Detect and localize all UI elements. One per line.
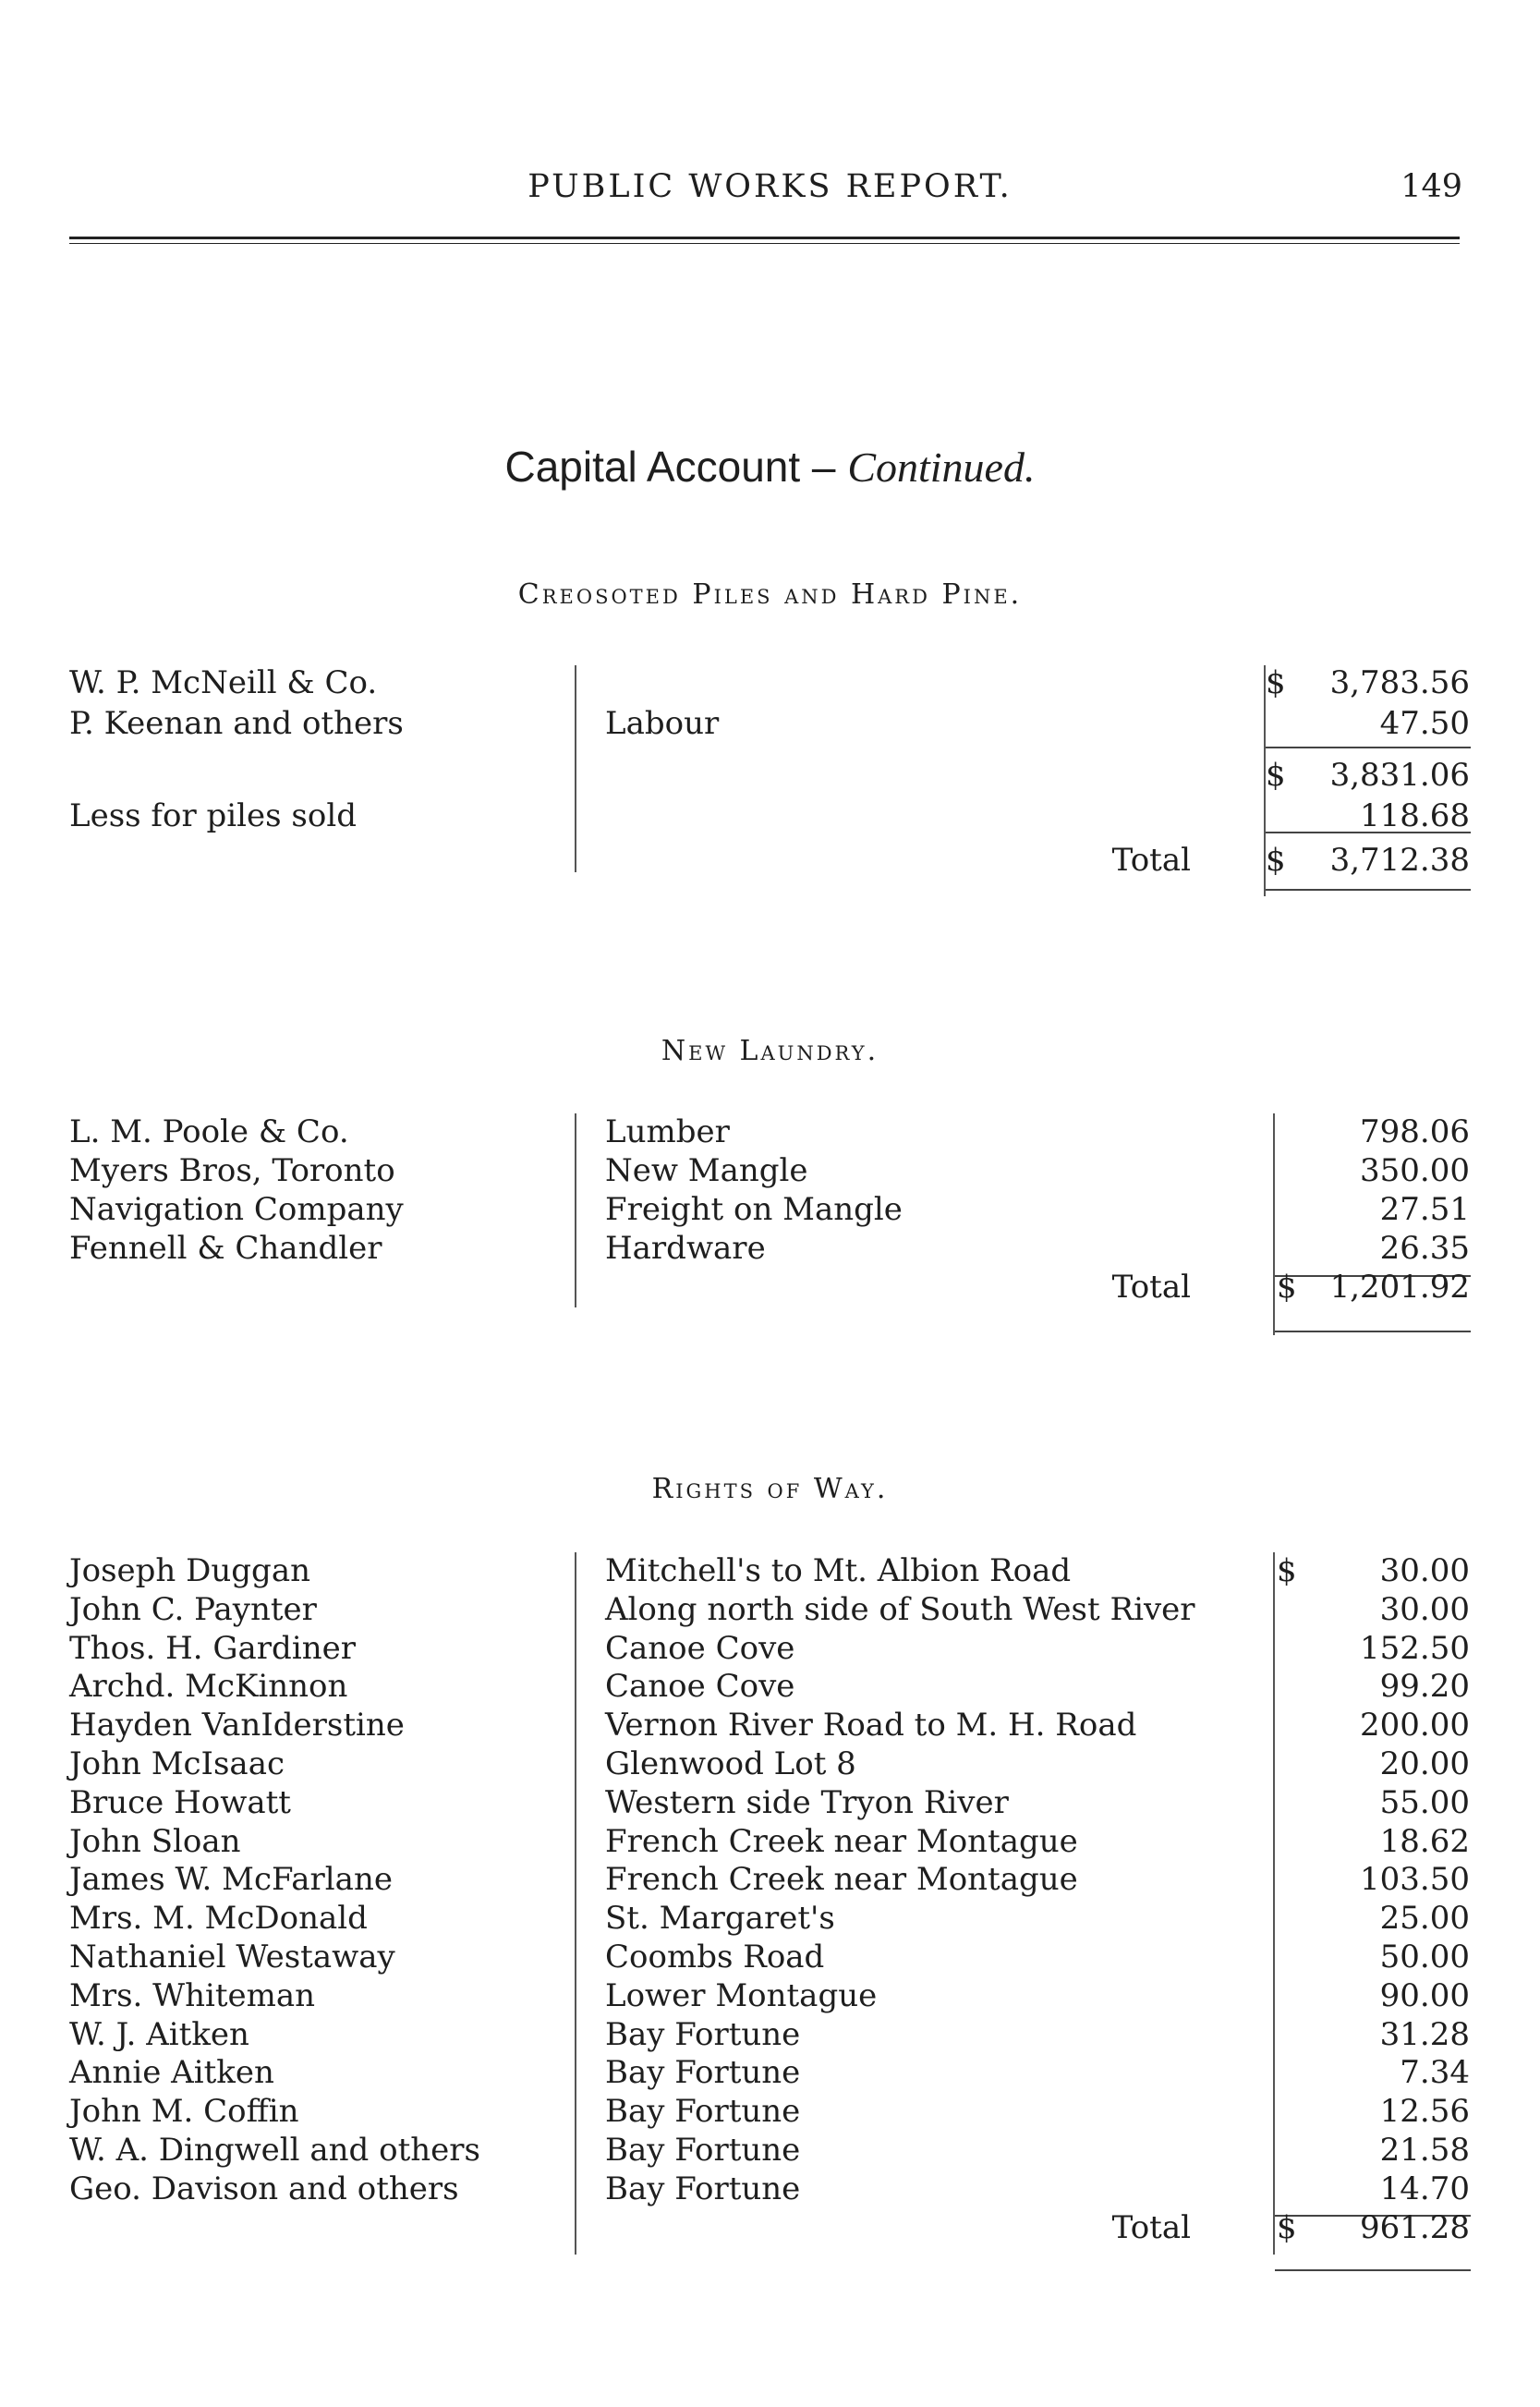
- payee-name: John Sloan: [69, 1823, 241, 1860]
- item-description: Bay Fortune: [605, 2093, 801, 2130]
- table-row: [0, 1938, 1540, 1976]
- table-row: [0, 1151, 1540, 1190]
- table-row: [0, 1629, 1540, 1668]
- payee-name: Mrs. Whiteman: [69, 1977, 316, 2014]
- item-description: French Creek near Montague: [605, 1823, 1078, 1860]
- table-row: [0, 1551, 1540, 1590]
- item-description: Labour: [605, 705, 720, 742]
- item-description: Canoe Cove: [605, 1668, 795, 1705]
- item-description: St. Margaret's: [605, 1900, 835, 1937]
- section-title-creosoted: Creosoted Piles and Hard Pine.: [517, 578, 1023, 611]
- total-label: Total: [1111, 1269, 1191, 1306]
- amount: 30.00: [1379, 1552, 1470, 1589]
- currency-symbol: $: [1266, 842, 1286, 879]
- amount: 3,712.38: [1329, 842, 1470, 879]
- table-row: [0, 1667, 1540, 1706]
- amount: 26.35: [1379, 1230, 1470, 1267]
- item-description: Along north side of South West River: [605, 1591, 1195, 1628]
- item-description: New Mangle: [605, 1152, 808, 1189]
- payee-name: Fennell & Chandler: [69, 1230, 382, 1267]
- table-row: [0, 704, 1540, 743]
- item-description: Vernon River Road to M. H. Road: [605, 1707, 1137, 1744]
- payee-name: Mrs. M. McDonald: [69, 1900, 368, 1937]
- amount: 200.00: [1360, 1707, 1470, 1744]
- item-description: Coombs Road: [605, 1939, 825, 1975]
- amount: 25.00: [1379, 1900, 1470, 1937]
- total-label: Total: [1111, 842, 1191, 879]
- section-title-laundry: New Laundry.: [661, 1035, 879, 1067]
- payee-name: Hayden VanIderstine: [69, 1707, 405, 1744]
- payee-name: P. Keenan and others: [69, 705, 404, 742]
- amount: 31.28: [1379, 2016, 1470, 2053]
- table-row: [0, 2053, 1540, 2092]
- item-description: Bay Fortune: [605, 2016, 801, 2053]
- item-description: Lower Montague: [605, 1977, 878, 2014]
- amount: 27.51: [1379, 1191, 1470, 1228]
- table-row: [0, 1190, 1540, 1229]
- total-rule-bottom: [1275, 1331, 1471, 1332]
- payee-name: Archd. McKinnon: [69, 1668, 348, 1705]
- table-row: [0, 756, 1540, 795]
- amount: 152.50: [1360, 1630, 1470, 1667]
- table-row: [0, 2131, 1540, 2170]
- payee-name: Navigation Company: [69, 1191, 404, 1228]
- item-description: Bay Fortune: [605, 2132, 801, 2169]
- heading-dash: –: [800, 443, 848, 491]
- table-row: [0, 1822, 1540, 1861]
- item-description: French Creek near Montague: [605, 1861, 1078, 1898]
- table-row: [0, 663, 1540, 702]
- amount: 103.50: [1360, 1861, 1470, 1898]
- page-number: 149: [1401, 168, 1462, 205]
- amount: 961.28: [1360, 2209, 1470, 2246]
- total-label: Total: [1111, 2209, 1191, 2246]
- subtotal-rule: [1266, 747, 1471, 748]
- table-row: [0, 1976, 1540, 2015]
- table-row: [0, 2208, 1540, 2247]
- amount: 30.00: [1379, 1591, 1470, 1628]
- header-rule-thin: [69, 243, 1460, 244]
- total-rule-bottom: [1266, 889, 1471, 891]
- running-title: PUBLIC WORKS REPORT.: [527, 168, 1013, 205]
- item-description: Bay Fortune: [605, 2054, 801, 2091]
- item-description: Western side Tryon River: [605, 1784, 1009, 1821]
- heading-title: Capital Account: [504, 443, 801, 491]
- table-row: [0, 1899, 1540, 1938]
- table-row: [0, 841, 1540, 880]
- table-row: [0, 2015, 1540, 2054]
- amount: 14.70: [1379, 2170, 1470, 2207]
- amount: 118.68: [1360, 797, 1470, 834]
- payee-name: Annie Aitken: [69, 2054, 274, 2091]
- currency-symbol: $: [1277, 1269, 1297, 1306]
- table-row: [0, 796, 1540, 835]
- table-row: [0, 1706, 1540, 1744]
- amount: 3,783.56: [1329, 664, 1470, 701]
- currency-symbol: $: [1277, 2209, 1297, 2246]
- heading-continued: Continued.: [847, 444, 1036, 491]
- payee-name: Joseph Duggan: [69, 1552, 310, 1589]
- item-description: Glenwood Lot 8: [605, 1745, 856, 1782]
- payee-name: James W. McFarlane: [69, 1861, 393, 1898]
- amount: 99.20: [1379, 1668, 1470, 1705]
- total-rule-bottom: [1275, 2269, 1471, 2271]
- currency-symbol: $: [1266, 664, 1286, 701]
- amount: 55.00: [1379, 1784, 1470, 1821]
- amount: 3,831.06: [1329, 757, 1470, 794]
- payee-name: Geo. Davison and others: [69, 2170, 459, 2207]
- amount: 47.50: [1379, 705, 1470, 742]
- amount: 350.00: [1360, 1152, 1470, 1189]
- amount: 18.62: [1379, 1823, 1470, 1860]
- item-description: Mitchell's to Mt. Albion Road: [605, 1552, 1072, 1589]
- table-row: [0, 1112, 1540, 1151]
- payee-name: John C. Paynter: [69, 1591, 317, 1628]
- payee-name: Myers Bros, Toronto: [69, 1152, 395, 1189]
- payee-name: Less for piles sold: [69, 797, 357, 834]
- item-description: Freight on Mangle: [605, 1191, 903, 1228]
- item-description: Canoe Cove: [605, 1630, 795, 1667]
- payee-name: John M. Coffin: [69, 2093, 299, 2130]
- amount: 7.34: [1400, 2054, 1470, 2091]
- item-description: Bay Fortune: [605, 2170, 801, 2207]
- item-description: Hardware: [605, 1230, 766, 1267]
- amount: 50.00: [1379, 1939, 1470, 1975]
- amount: 21.58: [1379, 2132, 1470, 2169]
- amount: 12.56: [1379, 2093, 1470, 2130]
- currency-symbol: $: [1266, 757, 1286, 794]
- amount: 1,201.92: [1329, 1269, 1470, 1306]
- payee-name: John McIsaac: [69, 1745, 285, 1782]
- payee-name: Bruce Howatt: [69, 1784, 291, 1821]
- payee-name: Thos. H. Gardiner: [69, 1630, 356, 1667]
- currency-symbol: $: [1277, 1552, 1297, 1589]
- amount: 798.06: [1360, 1113, 1470, 1150]
- table-row: [0, 1268, 1540, 1307]
- item-description: Lumber: [605, 1113, 730, 1150]
- table-row: [0, 2170, 1540, 2208]
- payee-name: W. A. Dingwell and others: [69, 2132, 480, 2169]
- header-rule: [69, 237, 1460, 239]
- page-heading: [0, 442, 1540, 492]
- table-row: [0, 1590, 1540, 1629]
- table-row: [0, 2092, 1540, 2131]
- payee-name: L. M. Poole & Co.: [69, 1113, 349, 1150]
- amount: 20.00: [1379, 1745, 1470, 1782]
- amount: 90.00: [1379, 1977, 1470, 2014]
- table-row: [0, 1783, 1540, 1822]
- table-row: [0, 1229, 1540, 1268]
- table-row: [0, 1744, 1540, 1783]
- payee-name: W. P. McNeill & Co.: [69, 664, 378, 701]
- section-title-rights: Rights of Way.: [651, 1473, 889, 1505]
- payee-name: W. J. Aitken: [69, 2016, 249, 2053]
- table-row: [0, 1860, 1540, 1899]
- payee-name: Nathaniel Westaway: [69, 1939, 395, 1975]
